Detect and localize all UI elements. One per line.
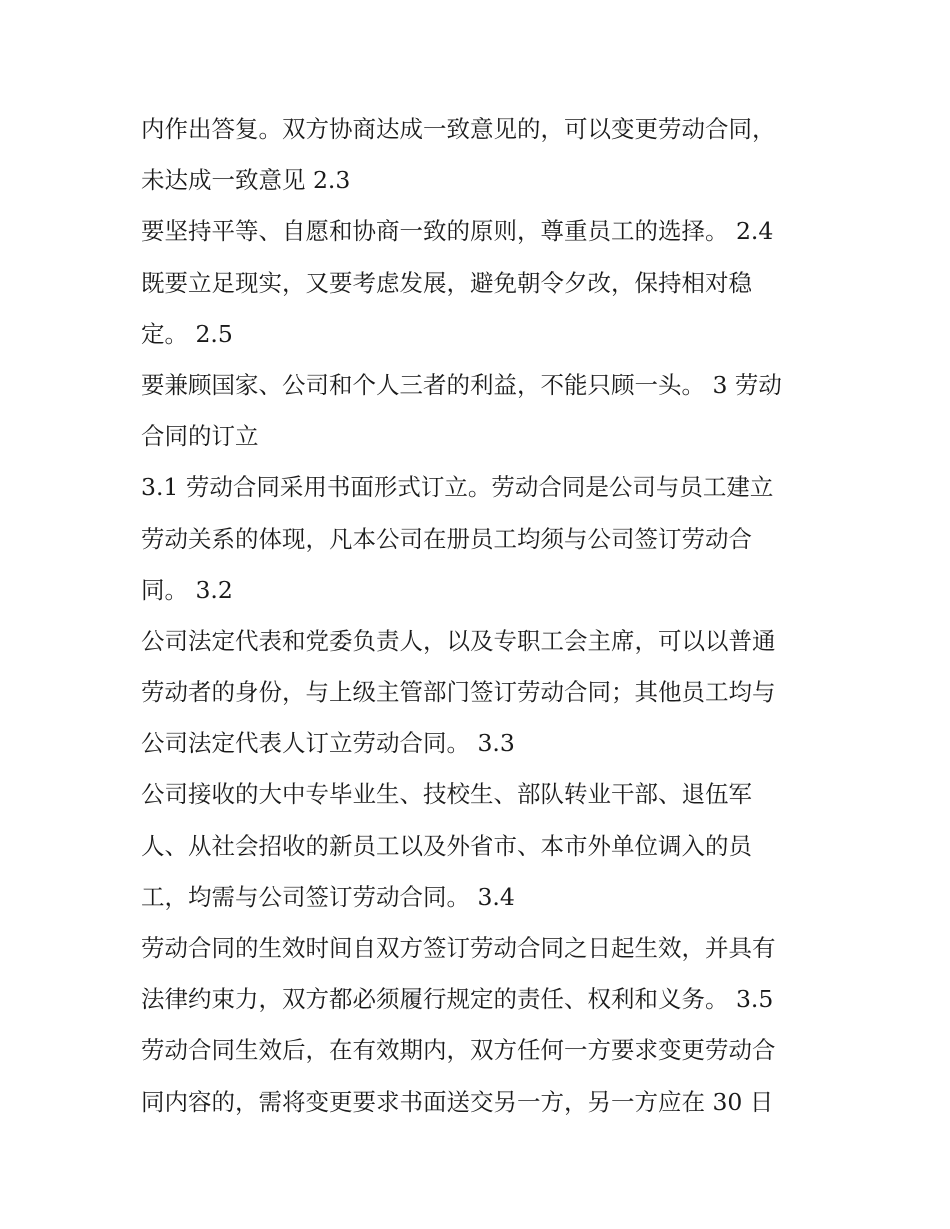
text-line: 未达成一致意见 2.3 — [141, 166, 351, 195]
text-line: 人、从社会招收的新员工以及外省市、本市外单位调入的员 — [141, 831, 752, 860]
text-line: 公司法定代表和党委负责人，以及专职工会主席，可以以普通 — [141, 626, 776, 655]
text-line: 劳动者的身份，与上级主管部门签订劳动合同；其他员工均与 — [141, 678, 776, 707]
text-line: 工，均需与公司签订劳动合同。 3.4 — [141, 882, 515, 911]
text-line: 要兼顾国家、公司和个人三者的利益，不能只顾一头。 3 劳动 — [141, 370, 782, 399]
text-line: 劳动合同的生效时间自双方签订劳动合同之日起生效，并具有 — [141, 934, 776, 962]
text-line: 内作出答复。双方协商达成一致意见的，可以变更劳动合同， — [141, 115, 776, 143]
text-line: 合同的订立 — [141, 422, 259, 451]
text-line: 定。 2.5 — [141, 319, 233, 348]
text-line: 法律约束力，双方都必须履行规定的责任、权利和义务。 3.5 — [141, 985, 774, 1014]
text-line: 既要立足现实，又要考虑发展，避免朝令夕改，保持相对稳 — [141, 268, 752, 297]
text-line: 同内容的，需将变更要求书面送交另一方，另一方应在 30 日 — [141, 1087, 774, 1116]
text-line: 同。 3.2 — [141, 575, 233, 604]
text-line: 要坚持平等、自愿和协商一致的原则，尊重员工的选择。 2.4 — [141, 217, 774, 246]
text-line: 劳动关系的体现，凡本公司在册员工均须与公司签订劳动合 — [141, 524, 752, 553]
text-line: 公司法定代表人订立劳动合同。 3.3 — [141, 729, 515, 758]
text-line: 公司接收的大中专毕业生、技校生、部队转业干部、退伍军 — [141, 780, 752, 809]
text-line: 3.1 劳动合同采用书面形式订立。劳动合同是公司与员工建立 — [141, 473, 774, 502]
document-body — [141, 104, 831, 1128]
text-line: 劳动合同生效后，在有效期内，双方任何一方要求变更劳动合 — [141, 1036, 776, 1065]
